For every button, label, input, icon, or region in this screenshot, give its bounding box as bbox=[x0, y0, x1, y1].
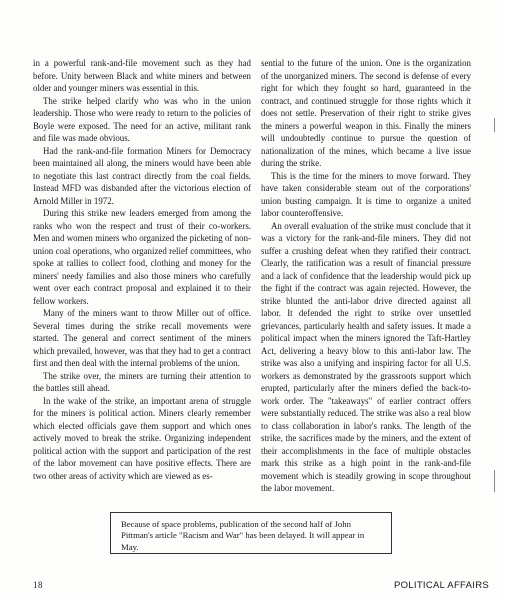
text-column-left bbox=[33, 57, 251, 482]
paragraph: sential to the future of the union. One is the organization of the unorganized miners. The second is defense of every right for which they fought so hard, guaranteed in the contract, and continued struggle for those rights which it does not settle. Preservation of their right to strike gives the miners a powerful weapon in this. Finally the miners will undoubtedly continue to pursue the question of nationalization of the mines, which became a live issue during the strike. bbox=[261, 58, 471, 168]
text-column-right bbox=[261, 57, 471, 495]
scan-edge-mark bbox=[494, 118, 495, 132]
paragraph: Had the rank-and-file formation Miners for Democracy been maintained all along, the miners would have been able to negotiate this last contract directly from the coal fields. Instead MFD was disbanded after the victorious election of Arnold Miller in 1972. bbox=[33, 145, 251, 206]
editorial-notice-box: Because of space problems, publication of the second half of John Pittman's article "Racism and War" has been delayed. It will appear in May. bbox=[110, 512, 392, 554]
paragraph: Many of the miners want to throw Miller out of office. Several times during the strike recall movements were started. The general and correct sentiment of the miners which prevailed, however, was that they had to get a contract first and then deal with the internal problems of the union. bbox=[33, 308, 251, 368]
paragraph: This is the time for the miners to move forward. They have taken considerable steam out of the corporations' union busting campaign. It is time to organize a united labor counteroffensive. bbox=[261, 170, 471, 218]
paragraph: in a powerful rank-and-file movement such as they had before. Unity between Black and white miners and between older and younger miners was essential in this. bbox=[33, 58, 251, 93]
paragraph: The strike over, the miners are turning their attention to the battles still ahead. bbox=[33, 370, 251, 393]
magazine-name: POLITICAL AFFAIRS bbox=[393, 580, 489, 591]
paragraph: In the wake of the strike, an important arena of struggle for the miners is political action. Miners clearly remember which elected officials gave them support and which ones actively moved to break the strike. Organizing independent political action with the support and participation of the rest of the labor movement can have positive effects. There are two other areas of activity which are viewed as es- bbox=[33, 395, 251, 481]
paragraph: The strike helped clarify who was who in the union leadership. Those who were ready to return to the policies of Boyle were exposed. The need for an active, militant rank and file was made obvious. bbox=[33, 95, 251, 143]
paragraph: During this strike new leaders emerged from among the ranks who won the respect and trust of their co-workers. Men and women miners who organized the picketing of non-union coal operations, who organized relief committees, who spoke at rallies to collect food, clothing and money for the miners' needy families and also those miners who carefully went over each contract proposal and explained it to their fellow workers. bbox=[33, 208, 251, 306]
paragraph: An overall evaluation of the strike must conclude that it was a victory for the rank-and-file miners. They did not suffer a crushing defeat when they ratified their contract. Clearly, the ratification was a result of financial pressure and a lack of confidence that the leadership would pick up the fight if the contract was again rejected. However, the strike blunted the anti-labor drive directed against all labor. It defended the right to strike over unsettled grievances, particularly health and safety issues. It made a political impact when the miners ignored the Taft-Hartley Act, delivering a heavy blow to this anti-labor law. The strike was also a unifying and inspiring factor for all U.S. workers as demonstrated by the grassroots support which erupted, particularly after the miners defied the back-to-work order. The "takeaways" of earlier contract offers were substantially reduced. The strike was also a real blow to class collaboration in labor's ranks. The length of the strike, the sacrifices made by the miners, and the extent of their accomplishments in the face of multiple obstacles mark this strike as a high point in the rank-and-file movement which is steadily growing in scope throughout the labor movement. bbox=[261, 220, 471, 493]
scan-edge-mark bbox=[494, 470, 495, 492]
page-number: 18 bbox=[33, 580, 43, 590]
